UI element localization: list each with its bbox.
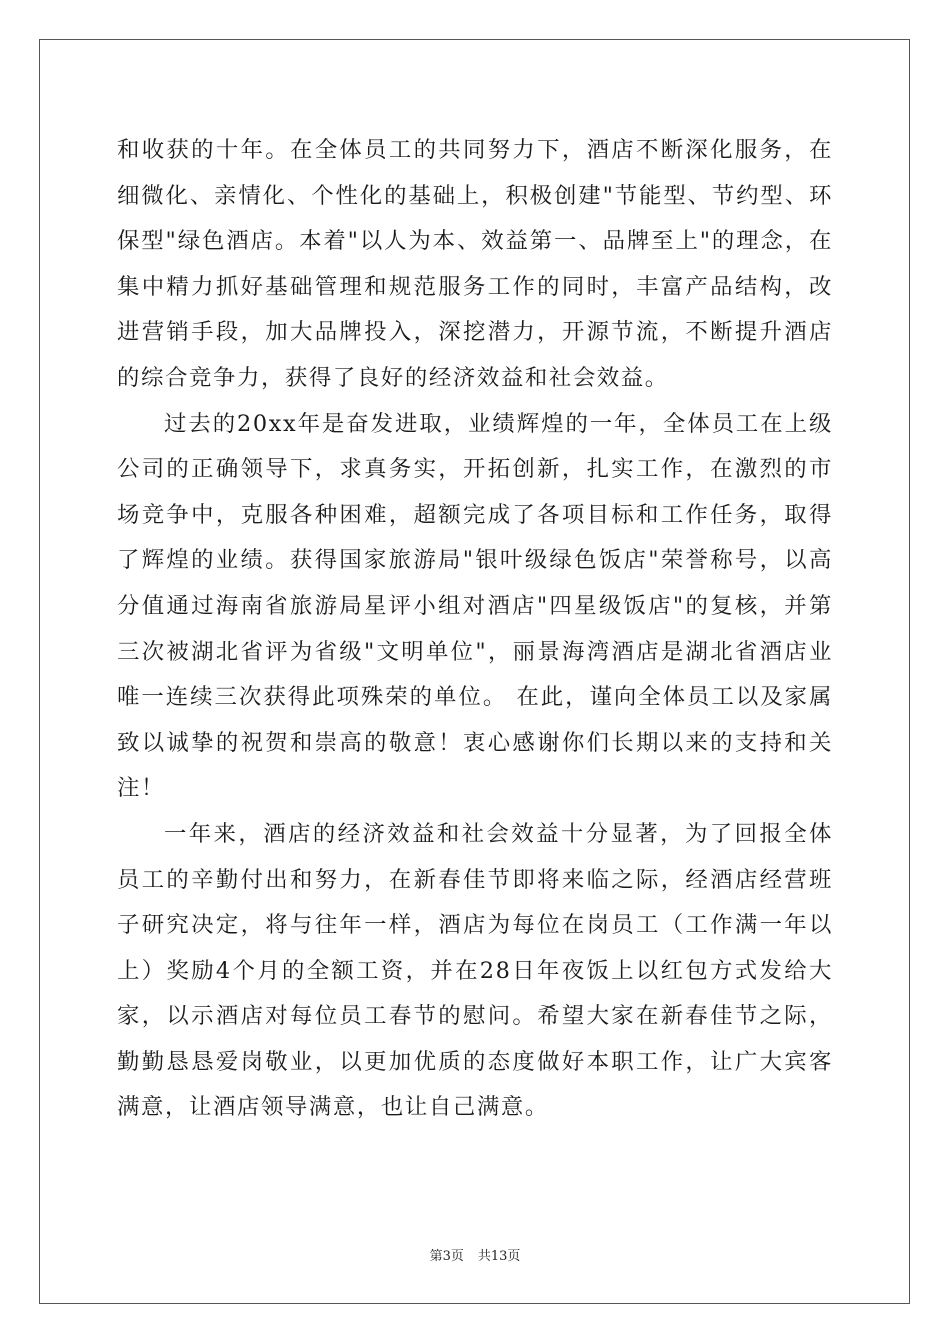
page-number: 第3页 bbox=[429, 1249, 464, 1264]
page-total: 共13页 bbox=[477, 1249, 521, 1264]
paragraph-3: 一年来，酒店的经济效益和社会效益十分显著，为了回报全体员工的辛勤付出和努力，在新春佳节即将来临之际，经酒店经营班子研究决定，将与往年一样，酒店为每位在岗员工（工作满一年以上）奖励4个月的全额工资，并在28日年夜饭上以红包方式发给大家，以示酒店对每位员工春节的慰问。希望大家在新春佳节之际，勤勤恳恳爱岗敬业，以更加优质的态度做好本职工作，让广大宾客满意，让酒店领导满意，也让自己满意。 bbox=[117, 820, 833, 1121]
document-body bbox=[117, 128, 833, 1131]
page-footer bbox=[0, 1248, 950, 1266]
paragraph-2: 过去的20xx年是奋发进取，业绩辉煌的一年，全体员工在上级公司的正确领导下，求真务实，开拓创新，扎实工作，在激烈的市场竞争中，克服各种困难，超额完成了各项目标和工作任务，取得了辉煌的业绩。获得国家旅游局"银叶级绿色饭店"荣誉称号，以高分值通过海南省旅游局星评小组对酒店"四星级饭店"的复核，并第三次被湖北省评为省级"文明单位"，丽景海湾酒店是湖北省酒店业唯一连续三次获得此项殊荣的单位。 在此，谨向全体员工以及家属致以诚挚的祝贺和崇高的敬意！衷心感谢你们长期以来的支持和关注！ bbox=[117, 410, 833, 802]
paragraph-1: 和收获的十年。在全体员工的共同努力下，酒店不断深化服务，在细微化、亲情化、个性化的基础上，积极创建"节能型、节约型、环保型"绿色酒店。本着"以人为本、效益第一、品牌至上"的理念，在集中精力抓好基础管理和规范服务工作的同时，丰富产品结构，改进营销手段，加大品牌投入，深挖潜力，开源节流，不断提升酒店的综合竞争力，获得了良好的经济效益和社会效益。 bbox=[117, 137, 833, 391]
